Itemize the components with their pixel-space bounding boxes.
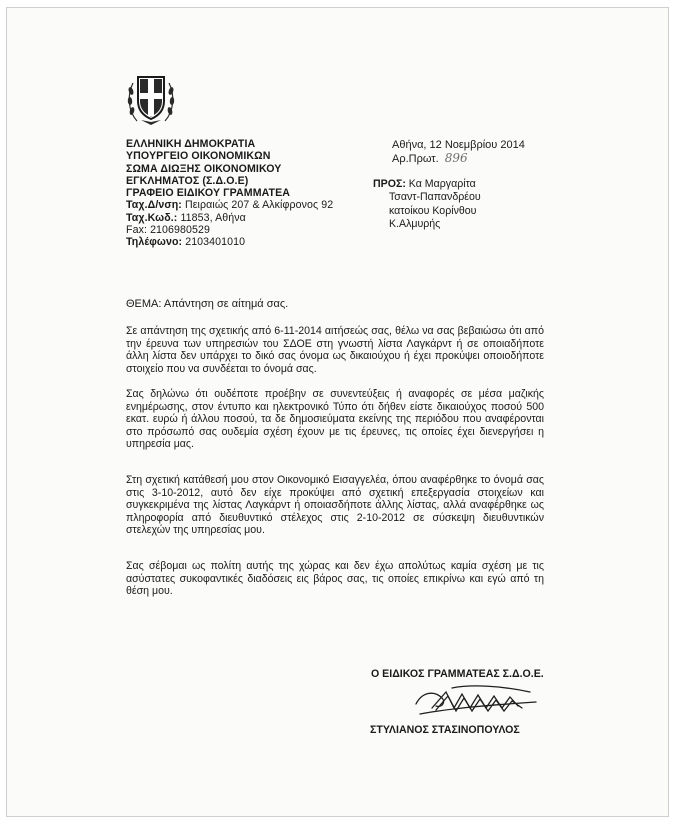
recipient-line: Κ.Αλμυρής [389,217,441,230]
signatory-title: Ο ΕΙΔΙΚΟΣ ΓΡΑΜΜΑΤΕΑΣ Σ.Δ.Ο.Ε. [371,668,544,680]
body-paragraph-2: Σας δηλώνω ότι ουδέποτε προέβην σε συνεντεύξεις ή αναφορές σε μέσα μαζικής ενημέρωσης, στον έντυπο και ηλεκτρονικό Τύπο ότι δήθεν είστε δικαιούχος ποσού 500 εκατ. ευρώ ή άλλου ποσού, τα δε δημοσιεύματα εκείνης της περιόδου που αναφέρονται στο πρόσωπό σας ουδεμία σχέση έχουν με τις έρευνες, τις οποίες έχει διενεργήσει η υπηρεσία μας. [126,388,544,451]
sender-country: ΕΛΛΗΝΙΚΗ ΔΗΜΟΚΡΑΤΙΑ [126,138,256,150]
sender-block [126,138,333,249]
postcode-label: Ταχ.Κωδ.: [126,211,178,224]
coat-of-arms-icon [127,71,175,127]
sender-ministry: ΥΠΟΥΡΓΕΙΟ ΟΙΚΟΝΟΜΙΚΩΝ [126,150,271,163]
phone-value: 2103401010 [185,236,246,249]
sender-office: ΓΡΑΦΕΙΟ ΕΙΔΙΚΟΥ ΓΡΑΜΜΑΤΕΑ [126,187,290,200]
protocol-label: Αρ.Πρωτ. [392,153,439,165]
body-paragraph-1: Σε απάντηση της σχετικής από 6-11-2014 αιτήσεώς σας, θέλω να σας βεβαιώσω ότι από την έρευνα των υπηρεσιών του ΣΔΟΕ στη γνωστή λίστα Λαγκάρντ ή σε οποιαδήποτε άλλη λίστα δεν υπάρχει το δικό σας όνομα ως δικαιούχου ή έχει προκύψει οποιοδήποτε στοιχείο που να συνδέεται το όνομά σας. [126,325,544,375]
sender-address [126,199,333,211]
fax-value: 2106980529 [150,224,210,237]
signatory-name: ΣΤΥΛΙΑΝΟΣ ΣΤΑΣΙΝΟΠΟΥΛΟΣ [370,724,520,736]
signature-scribble [412,678,542,720]
address-value: Πειραιώς 207 & Αλκίφρονος 92 [184,199,334,212]
date-line: Αθήνα, 12 Νοεμβρίου 2014 [392,139,525,151]
address-label: Ταχ.Δ/νση: [126,199,182,212]
postcode-value: 11853, Αθήνα [180,211,246,224]
sender-agency-line-2: ΕΓΚΛΗΜΑΤΟΣ (Σ.Δ.Ο.Ε) [126,174,249,187]
body-paragraph-3: Στη σχετική κατάθεσή μου στον Οικονομικό Εισαγγελέα, όπου αναφέρθηκε το όνομά σας στις 3-10-2012, αυτό δεν είχε προκύψει από σχετική επεξεργασία στοιχείων και συγκεκριμένα της λίστας Λαγκάρντ ή οποιασδήποτε άλλης λίστας, αλλά αναφέρθηκε ως πληροφορία από διευθυντικό στέλεχος στις 2-10-2012 σε σύσκεψη διευθυντικών στελεχών της υπηρεσίας μου. [126,474,544,537]
protocol-line [392,152,525,166]
recipient-name: Κα Μαργαρίτα [408,178,476,190]
protocol-number: 896 [444,151,468,165]
subject-line: ΘΕΜΑ: Απάντηση σε αίτημά σας. [126,298,289,310]
sender-agency-line-1: ΣΩΜΑ ΔΙΩΞΗΣ ΟΙΚΟΝΟΜΙΚΟΥ [126,162,282,175]
date-block [392,139,525,166]
phone-label: Τηλέφωνο: [126,236,183,249]
sender-fax [126,224,333,236]
recipient-block [373,178,481,231]
recipient-line: Τσαντ-Παπανδρέου [389,191,481,204]
sender-postcode [126,212,333,224]
sender-phone [126,236,333,248]
recipient-line: κατοίκου Κορίνθου [389,204,477,217]
letter-page [6,7,669,817]
fax-label: Fax: [126,224,148,237]
recipient-header [373,178,481,191]
body-paragraph-4: Σας σέβομαι ως πολίτη αυτής της χώρας και δεν έχω απολύτως καμία σχέση με τις ασύστατες συκοφαντικές διαδόσεις εις βάρος σας, τις οποίες επικρίνω και εγώ από τη θέση μου. [126,560,544,598]
recipient-label: ΠΡΟΣ: [373,178,406,190]
